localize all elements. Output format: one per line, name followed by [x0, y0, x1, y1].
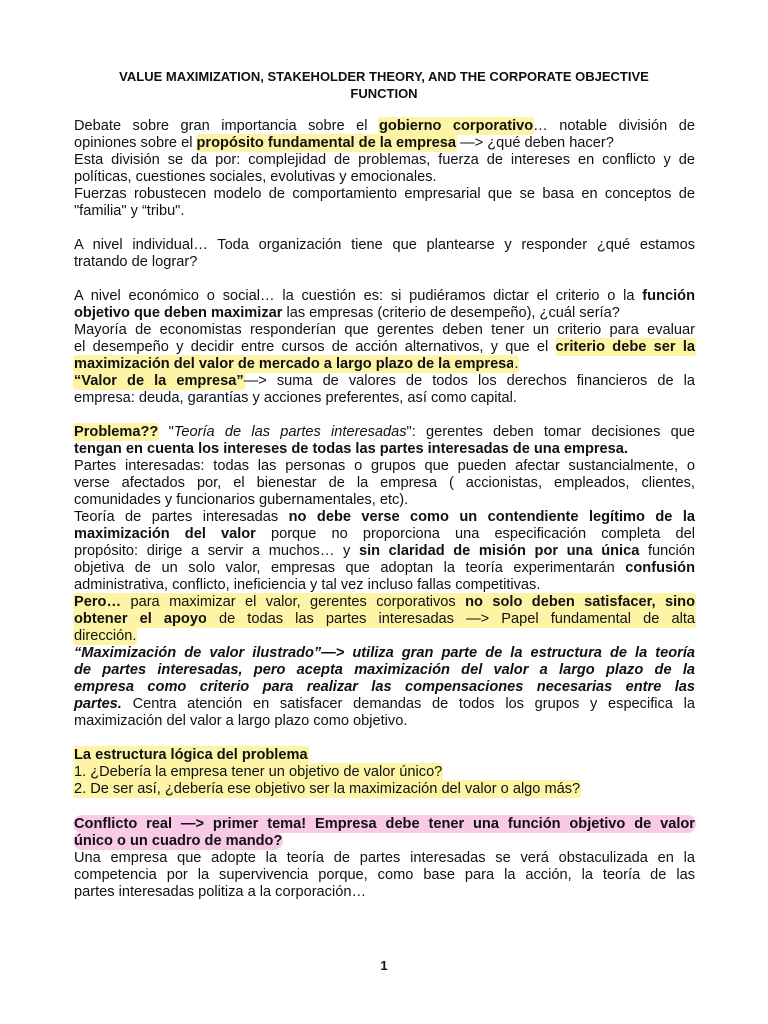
paragraph-stakeholder-theory	[74, 424, 695, 730]
title-line-2: FUNCTION	[350, 86, 418, 101]
text-run: Debate sobre gran importancia sobre el	[74, 118, 379, 134]
bold-text: función	[642, 288, 695, 304]
highlight-gobierno-corporativo: gobierno corporativo	[378, 118, 534, 134]
text-run: —> ¿qué deben hacer?	[456, 135, 614, 151]
text-line: administrativa, conflicto, ineficiencia y tal vez incluso fallas competitivas.	[74, 577, 541, 593]
text-run: opiniones sobre el	[74, 135, 197, 151]
text-line: Fuerzas robustecen modelo de comportamiento empresarial que se basa en conceptos de	[74, 186, 695, 202]
text-line: políticas, cuestiones sociales, evolutivas y emocionales.	[74, 169, 437, 185]
bold-text: maximización del valor	[74, 526, 256, 542]
highlight-no-solo: no solo deben satisfacer, sino	[465, 594, 695, 610]
bold-italic-text: partes.	[74, 696, 122, 712]
text-run: ": gerentes deben tomar decisiones que	[406, 424, 695, 440]
text-line: empresa: deuda, garantías y acciones preferentes, así como capital.	[74, 390, 517, 406]
text-line: partes interesadas politiza a la corporación…	[74, 884, 367, 900]
highlight-valor-empresa: “Valor de la empresa”	[74, 373, 244, 389]
bold-text: confusión	[625, 560, 695, 576]
text-run: porque no proporciona una especificación completa del	[255, 526, 695, 542]
text-line: Una empresa que adopte la teoría de partes interesadas se verá obstaculizada en la	[74, 850, 695, 866]
highlight-maximizacion-valor: maximización del valor de mercado a largo plazo de la empresa	[74, 356, 515, 372]
text-run: … notable división de	[533, 118, 695, 134]
text-run: A nivel económico o social… la cuestión es: si pudiéramos dictar el criterio o la	[74, 288, 643, 304]
text-line: maximización del valor a largo plazo como objetivo.	[74, 713, 408, 729]
paragraph-individual-level	[74, 237, 695, 271]
highlight-problema: Problema??	[74, 424, 159, 440]
list-item: 1. ¿Debería la empresa tener un objetivo de valor único?	[74, 764, 443, 780]
text-run: el desempeño y decidir entre cursos de acción alternativos, y que el	[74, 339, 556, 355]
text-line: comunidades y funcionarios gubernamentales, etc).	[74, 492, 409, 508]
bold-italic-line: empresa como criterio para realizar las compensaciones necesarias entre las	[74, 679, 695, 695]
text-run: —> suma de valores de todos los derechos financieros de la	[243, 373, 695, 389]
text-run: Centra atención en satisfacer demandas de todos los grupos y especifica la	[121, 696, 695, 712]
text-run: Teoría de partes interesadas	[74, 509, 289, 525]
text-run: propósito: dirige a servir a muchos… y	[74, 543, 359, 559]
bold-text: no debe verse como un contendiente legítimo de la	[288, 509, 695, 525]
document-title	[74, 68, 694, 102]
paragraph-corporate-governance	[74, 118, 695, 220]
highlight-conflicto-real: Conflicto real —> primer tema! Empresa debe tener una función objetivo de valor	[74, 816, 695, 832]
text-line: Mayoría de economistas responderían que gerentes deben tener un criterio para evaluar	[74, 322, 695, 338]
paragraph-real-conflict	[74, 816, 695, 901]
text-run: las empresas (criterio de desempeño), ¿cuál sería?	[282, 305, 620, 321]
paragraph-logical-structure	[74, 747, 695, 798]
highlight-pero: Pero…	[74, 594, 122, 610]
text-run: "	[158, 424, 174, 440]
text-run: objetiva de un solo valor, empresas que adoptan la teoría experimentarán	[74, 560, 626, 576]
highlight-criterio: criterio debe ser la	[555, 339, 695, 355]
text-line: Esta división se da por: complejidad de problemas, fuerza de intereses en conflicto y de	[74, 152, 695, 168]
text-run: función	[639, 543, 695, 559]
title-line-1: VALUE MAXIMIZATION, STAKEHOLDER THEORY, AND THE CORPORATE OBJECTIVE	[119, 69, 649, 84]
highlight-run: para maximizar el valor, gerentes corporativos	[121, 594, 466, 610]
text-line: Partes interesadas: todas las personas o grupos que pueden afectar sustancialmente, o	[74, 458, 695, 474]
highlight-proposito-fundamental: propósito fundamental de la empresa	[196, 135, 457, 151]
text-line: competencia por la supervivencia porque, como base para la acción, la teoría de las	[74, 867, 695, 883]
text-line: verse afectados por, el bienestar de la empresa ( accionistas, empleados, clientes,	[74, 475, 695, 491]
bold-text: objetivo que deben maximizar	[74, 305, 283, 321]
bold-italic-line: de partes interesadas, pero acepta maximización del valor a largo plazo de la	[74, 662, 695, 678]
highlight-run: de todas las partes interesadas —> Papel fundamental de alta	[206, 611, 696, 627]
text-line: A nivel individual… Toda organización tiene que plantearse y responder ¿qué estamos	[74, 237, 695, 253]
bold-text: tengan en cuenta los intereses de todas las partes interesadas de una empresa.	[74, 441, 628, 457]
text-line: tratando de lograr?	[74, 254, 198, 270]
text-line: "familia" y “tribu".	[74, 203, 185, 219]
list-item: 2. De ser así, ¿debería ese objetivo ser la maximización del valor o algo más?	[74, 781, 581, 797]
italic-text: Teoría de las partes interesadas	[173, 424, 407, 440]
bold-text: sin claridad de misión por una única	[358, 543, 640, 559]
highlight-unico-cuadro: único o un cuadro de mando?	[74, 833, 283, 849]
highlight-direccion: dirección.	[74, 628, 137, 644]
bold-italic-line: “Maximización de valor ilustrado”—> utiliza gran parte de la estructura de la teoría	[74, 645, 695, 661]
highlight-obtener-apoyo: obtener el apoyo	[74, 611, 207, 627]
highlight-estructura-logica: La estructura lógica del problema	[74, 747, 308, 763]
page-number: 1	[380, 958, 388, 973]
paragraph-economic-level	[74, 288, 695, 407]
text-run: .	[514, 356, 519, 372]
